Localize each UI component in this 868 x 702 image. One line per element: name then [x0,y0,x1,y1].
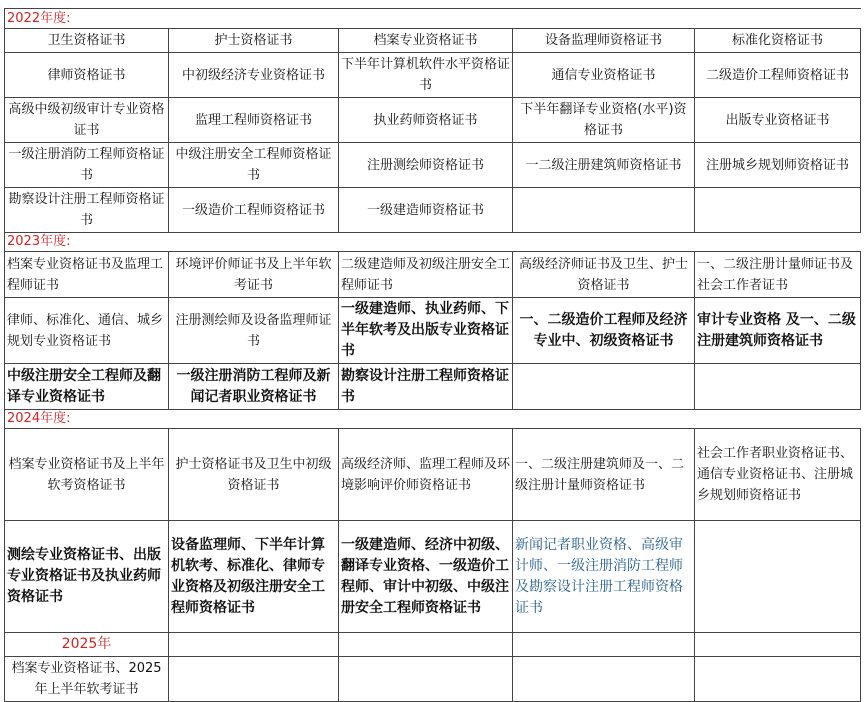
table-cell: 档案专业资格证书、2025年上半年软考证书 [5,657,169,702]
table-cell: 下半年翻译专业资格(水平)资格证书 [513,98,695,143]
certificate-schedule-table [4,8,861,702]
table-cell: 下半年计算机软件水平资格证书 [339,53,513,98]
table-cell: 二级建造师及初级注册安全工程师证书 [339,252,513,298]
table-cell: 一级建造师、执业药师、下半年软考及出版专业资格证书 [339,298,513,364]
table-cell [513,657,695,702]
table-cell [513,188,695,233]
year-heading-2022: 2022年度: [5,9,861,29]
table-cell: 二级造价工程师资格证书 [695,53,861,98]
table-cell: 社会工作者职业资格证书、通信专业资格证书、注册城乡规划师资格证书 [695,429,861,521]
table-cell: 档案专业资格证书及监理工程师证书 [5,252,169,298]
table-row [5,429,861,521]
table-row [5,53,861,98]
table-cell: 中级注册安全工程师资格证书 [169,143,339,188]
table-cell: 一二级注册建筑师资格证书 [513,143,695,188]
table-row [5,143,861,188]
table-cell: 律师、标准化、通信、城乡规划专业资格证书 [5,298,169,364]
year-heading-2023: 2023年度: [5,233,861,252]
table-cell [513,364,695,410]
table-cell: 一级注册消防工程师资格证书 [5,143,169,188]
table-cell: 一级造价工程师资格证书 [169,188,339,233]
table-cell: 监理工程师资格证书 [169,98,339,143]
table-cell: 一、二级注册计量师证书及社会工作者证书 [695,252,861,298]
table-cell [695,657,861,702]
table-cell [695,633,861,657]
table-cell: 通信专业资格证书 [513,53,695,98]
table-cell: 中级注册安全工程师及翻译专业资格证书 [5,364,169,410]
table-row [5,364,861,410]
table-cell: 一、二级造价工程师及经济专业中、初级资格证书 [513,298,695,364]
table-cell: 设备监理师、下半年计算机软考、标准化、律师专业资格及初级注册安全工程师资格证书 [169,521,339,633]
table-cell [513,633,695,657]
table-cell: 卫生资格证书 [5,29,169,53]
table-row [5,298,861,364]
year-row-2025 [5,633,861,657]
table-cell: 档案专业资格证书及上半年软考资格证书 [5,429,169,521]
table-row [5,98,861,143]
table-row [5,521,861,633]
table-cell: 测绘专业资格证书、出版专业资格证书及执业药师资格证书 [5,521,169,633]
table-cell: 高级中级初级审计专业资格证书 [5,98,169,143]
table-cell [695,188,861,233]
table-cell: 高级经济师证书及卫生、护士资格证书 [513,252,695,298]
table-cell: 护士资格证书及卫生中初级资格证书 [169,429,339,521]
table-cell: 勘察设计注册工程师资格证书 [339,364,513,410]
year-heading-2025: 2025年 [5,633,169,657]
table-cell: 标准化资格证书 [695,29,861,53]
year-row-2024 [5,410,861,429]
table-cell: 一级建造师、经济中初级、翻译专业资格、一级造价工程师、审计中初级、中级注册安全工程师资格证书 [339,521,513,633]
table-cell: 中初级经济专业资格证书 [169,53,339,98]
table-cell: 设备监理师资格证书 [513,29,695,53]
table-cell: 护士资格证书 [169,29,339,53]
table-row [5,188,861,233]
table-cell: 审计专业资格 及一、二级注册建筑师资格证书 [695,298,861,364]
table-cell: 档案专业资格证书 [339,29,513,53]
table-row [5,252,861,298]
table-cell: 律师资格证书 [5,53,169,98]
table-cell: 注册测绘师资格证书 [339,143,513,188]
table-cell [695,521,861,633]
table-cell [339,657,513,702]
table-cell: 一级建造师资格证书 [339,188,513,233]
table-row [5,657,861,702]
table-row [5,29,861,53]
table-cell: 勘察设计注册工程师资格证书 [5,188,169,233]
year-heading-2024: 2024年度: [5,410,861,429]
table-cell [169,633,339,657]
table-cell [339,633,513,657]
table-cell [169,657,339,702]
table-cell: 环境评价师证书及上半年软考证书 [169,252,339,298]
table-cell: 注册测绘师及设备监理师证书 [169,298,339,364]
year-row-2022 [5,9,861,29]
table-cell: 高级经济师、监理工程师及环境影响评价师资格证书 [339,429,513,521]
year-row-2023 [5,233,861,252]
table-cell: 注册城乡规划师资格证书 [695,143,861,188]
table-cell: 新闻记者职业资格、高级审计师、一级注册消防工程师及勘察设计注册工程师资格证书 [513,521,695,633]
table-cell: 出版专业资格证书 [695,98,861,143]
table-cell [695,364,861,410]
table-cell: 一级注册消防工程师及新闻记者职业资格证书 [169,364,339,410]
table-cell: 一、二级注册建筑师及一、二级注册计量师资格证书 [513,429,695,521]
table-cell: 执业药师资格证书 [339,98,513,143]
